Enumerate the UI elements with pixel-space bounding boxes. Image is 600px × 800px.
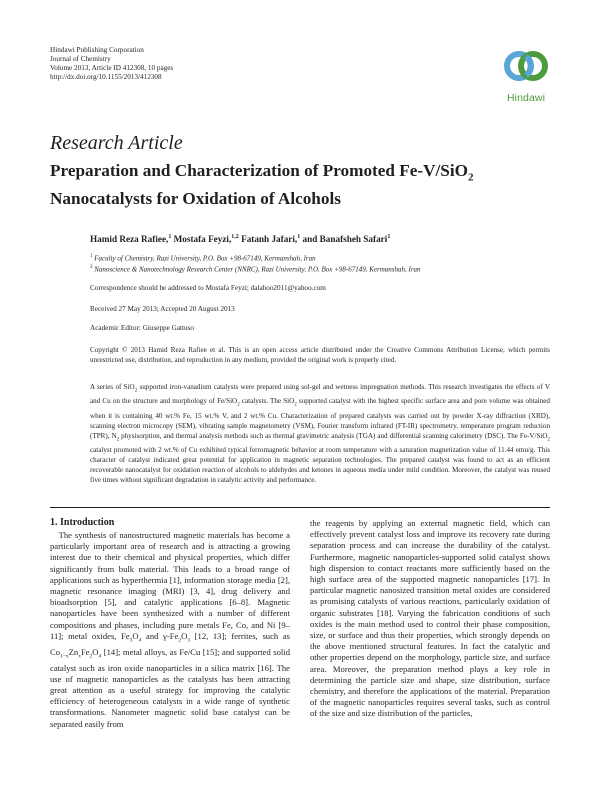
author-separator: and <box>300 234 320 245</box>
volume-info: Volume 2013, Article ID 412308, 10 pages <box>50 64 174 72</box>
body-subscript: 1−x <box>60 653 69 660</box>
abstract-text: supported catalyst with the highest specific surface area and pore volume was obtained when it is containing 40 wt.% Fe, 15 wt.% V, and 2 wt.% Cu. Characterization of prepared catalysts was carried out by powder X-ray diffraction (XRD), scanning electron microcopy (SEM), vibrating sample magnetometry (VSM), Fourier transform infrared (FT-IR) spectrometry, temperature program reduction (TPR), N <box>90 397 550 440</box>
abstract-text: physisorption, and thermal analysis methods such as thermal gravimetric analysis (TGA) and differential scanning calorimetry (DSC). The Fe-V/SiO <box>119 431 548 440</box>
copyright-notice: Copyright © 2013 Hamid Reza Rafiee et al. This is an open access article distributed under the Creative Commons Attribution License, which permits unrestricted use, distribution, and reproduction in any medium, provided the original work is properly cited. <box>90 346 550 364</box>
publication-info <box>50 46 173 82</box>
academic-editor: Academic Editor: Giuseppe Gattuso <box>90 324 194 332</box>
body-subscript: 3 <box>129 637 133 644</box>
body-text: Zn <box>68 646 79 657</box>
abstract-text: catalysts. The SiO <box>239 397 295 406</box>
correspondence: Correspondence should be addressed to Mostafa Feyzi; dalahoo2011@yahoo.com <box>90 284 326 292</box>
journal-name: Journal of Chemistry <box>50 55 111 63</box>
body-subscript: 4 <box>138 637 142 644</box>
body-text: Fe <box>80 646 90 657</box>
author-affiliation-mark: 1 <box>387 234 391 240</box>
affiliation-text: Faculty of Chemistry, Razi University, P.O. Box +98-67149, Kermanshah, Iran <box>94 254 316 263</box>
author-affiliation-mark: 1,2 <box>231 234 239 240</box>
abstract-text: supported iron-vanadium catalysts were prepared using sol-gel and wetness impregnation methods. This research investigates the effects of V and Cu on the structure and morphology of Fe/SiO <box>90 383 551 406</box>
body-subscript: 3 <box>187 637 191 644</box>
affiliation <box>90 254 316 262</box>
section-divider <box>50 507 550 508</box>
received-dates: Received 27 May 2013; Accepted 20 August 2013 <box>90 305 235 313</box>
author-name: Banafsheh Safari <box>319 234 388 245</box>
author-affiliation-mark: 1 <box>168 234 172 240</box>
author-name: Mostafa Feyzi, <box>173 234 232 245</box>
abstract-subscript: 2 <box>116 437 120 443</box>
body-column-right <box>310 518 550 720</box>
author-name: Hamid Reza Rafiee, <box>90 234 169 245</box>
body-column-left <box>50 530 290 730</box>
doi-link[interactable]: http://dx.doi.org/10.1155/2013/412308 <box>50 73 162 81</box>
body-subscript: 4 <box>98 653 102 660</box>
body-subscript: 2 <box>178 637 182 644</box>
abstract-subscript: 2 <box>134 388 138 394</box>
author-name: Fatanh Jafari, <box>241 234 298 245</box>
paragraph <box>50 530 290 730</box>
body-text: and γ-Fe <box>141 630 179 641</box>
affiliation-mark: 2 <box>90 265 93 270</box>
abstract-subscript: 2 <box>237 402 240 408</box>
body-text: [12, 13]; ferrites, such as Co <box>50 630 290 657</box>
abstract-subscript: 2 <box>547 437 551 443</box>
paragraph: the reagents by applying an external magnetic field, which can effectively prevent catalyst loss and improve its recovery rate during separation process and can increase the durability of the catalyst. Furthermore, magnetic nanoparticles-supported solid catalyst shows high dispersion to contact reactants more sufficiently based on the high surface area of the supported magnetic nanoparticles [17]. In particular magnetic nanosized transition metal oxides are considered as promising catalysts of various reactions, particularly oxidation of organic substrates [18]. Varying the fabrication conditions of such oxides is the main method used to control their phase composition, size, or surface and thus their properties, which strongly depends on the above mentioned structural features. In fact the catalytic and other properties depend on the morphology, particle size, and surface area. Moreover, the preparation method plays a key role in determining the particle size and shape, size distribution, surface chemistry, and therefore the applications of the material. Preparation of the magnetic nanoparticles requires several tasks, such as control of the size and size distribution of the particles, <box>310 518 550 719</box>
affiliation-mark: 1 <box>90 254 93 259</box>
abstract-subscript: 2 <box>294 402 297 408</box>
title-subscript: 2 <box>468 171 474 184</box>
affiliation <box>90 265 421 273</box>
body-text: The synthesis of nanostructured magnetic materials has become a particularly important area of research and is attracting a growing interest due to their chemical and physical properties, which differ significantly from bulk material. This leads to a broad range of applications such as hyperthermia [1], information storage media [2], magnetic resonance imaging (MRI) [3, 4], drug delivery and bioadsorption [5], and catalytic applications [6–8]. Magnetic nanoparticles have been synthesized with a number of different compositions and phases, including pure metals Fe, Co, and Ni [9–11]; metal oxides, Fe <box>50 530 290 641</box>
body-text: O <box>181 630 188 641</box>
hindawi-logo-icon <box>498 44 554 92</box>
publisher-name: Hindawi Publishing Corporation <box>50 46 144 54</box>
body-text: [14]; metal alloys, as Fe/Cu [15]; and supported solid catalyst such as iron oxide nanoparticles in a silica matrix [16]. The use of magnetic nanoparticles as the catalysts has been attracting great attention as a useful strategy for improving the catalytic efficiency of heterogeneous catalysts in a wide range of synthetic transformations. Nanometer magnetic solid base catalyst can be separated easily from <box>50 646 290 729</box>
body-subscript: 2 <box>89 653 93 660</box>
author-affiliation-mark: 1 <box>297 234 301 240</box>
hindawi-logo-text: Hindawi <box>506 92 546 104</box>
article-title <box>50 160 550 209</box>
title-part-1: Preparation and Characterization of Promoted Fe-V/SiO <box>50 161 469 180</box>
abstract <box>90 382 550 485</box>
abstract-text: A series of SiO <box>90 383 135 391</box>
author-list <box>90 234 390 244</box>
body-text: O <box>132 630 139 641</box>
body-text: O <box>92 646 99 657</box>
body-subscript: x <box>78 653 81 660</box>
article-category: Research Article <box>50 132 183 154</box>
abstract-text: catalyst promoted with 2 wt.% of Cu exhibited typical ferromagnetic behavior at room temperature with a saturation magnetization value of 11.44 emu/g. This character of catalyst indicated great potential for application in magnetic separation technologies. The prepared catalyst was found to act as an efficient recoverable nanocatalyst for oxidation reaction of alcohols to aldehydes and ketones in aqueous media under mild condition. Moreover, the catalyst was reused five times without significant degradation in catalytic activity and performance. <box>90 446 550 485</box>
hindawi-logo[interactable] <box>498 44 554 110</box>
title-part-2: Nanocatalysts for Oxidation of Alcohols <box>50 189 341 209</box>
section-heading: 1. Introduction <box>50 517 115 528</box>
affiliation-text: Nanoscience & Nanotechnology Research Center (NNRC), Razi University, P.O. Box +98-67149, Kermanshah, Iran <box>94 265 421 274</box>
